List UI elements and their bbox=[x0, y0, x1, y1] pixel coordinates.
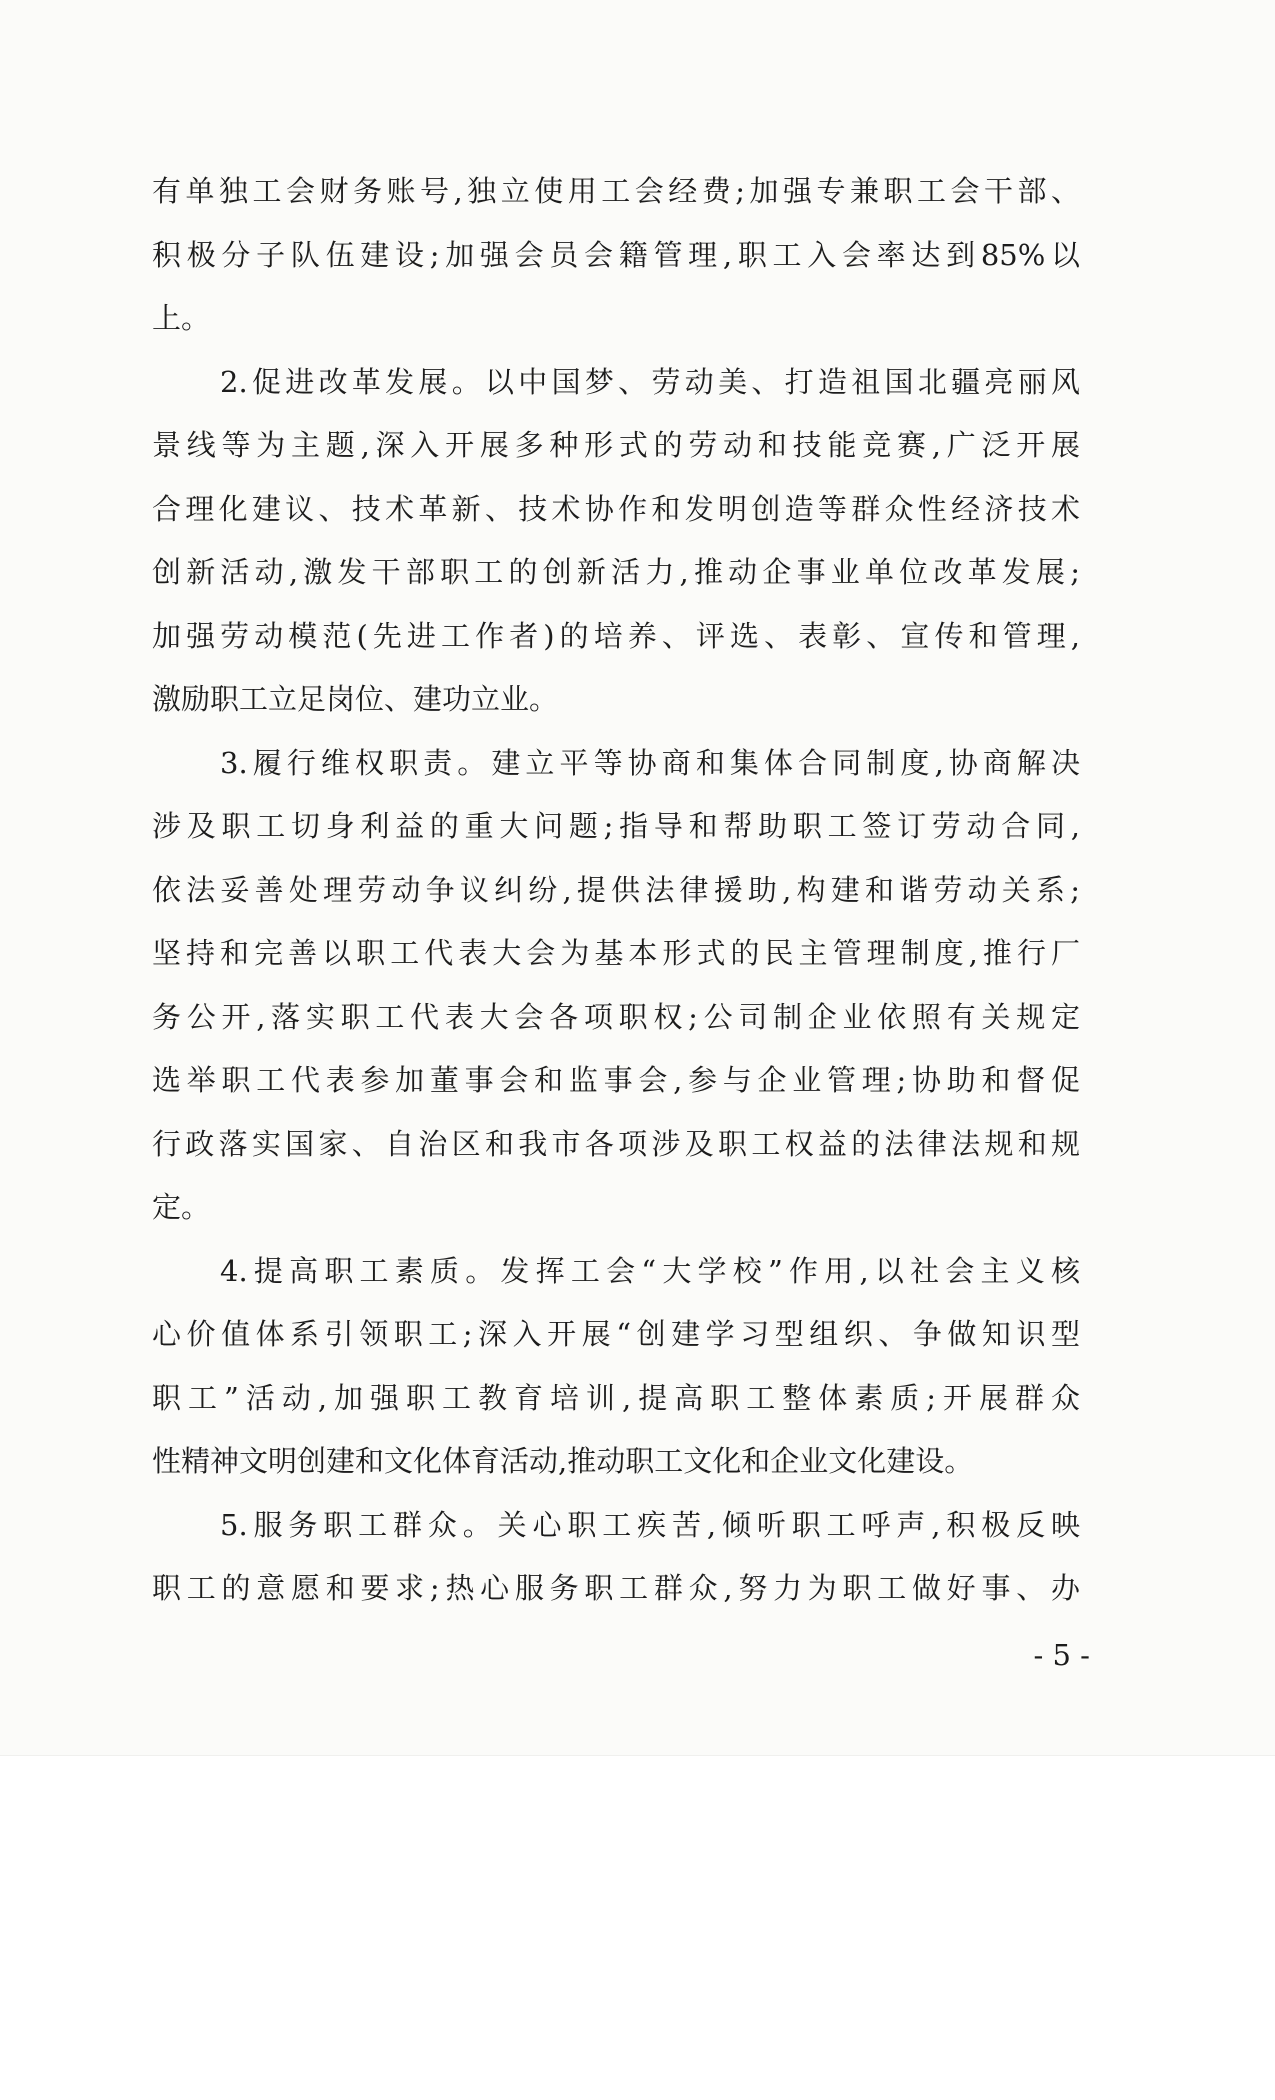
body-text bbox=[152, 160, 1080, 1621]
text-line: 性精神文明创建和文化体育活动,推动职工文化和企业文化建设。 bbox=[152, 1444, 974, 1478]
text-line: 坚持和完善以职工代表大会为基本形式的民主管理制度,推行厂 bbox=[152, 936, 1080, 970]
text-line: 务公开,落实职工代表大会各项职权;公司制企业依照有关规定 bbox=[152, 999, 1080, 1034]
paragraph-first-line: 2.促进改革发展。以中国梦、劳动美、打造祖国北疆亮丽风 bbox=[220, 364, 1080, 399]
text-line: 积极分子队伍建设;加强会员会籍管理,职工入会率达到85%以 bbox=[152, 237, 1080, 272]
text-line: 心价值体系引领职工;深入开展“创建学习型组织、争做知识型 bbox=[152, 1317, 1080, 1351]
paragraph-first-line: 4.提高职工素质。发挥工会“大学校”作用,以社会主义核 bbox=[220, 1253, 1080, 1288]
text-line: 选举职工代表参加董事会和监事会,参与企业管理;协助和督促 bbox=[152, 1063, 1080, 1097]
text-line: 有单独工会财务账号,独立使用工会经费;加强专兼职工会干部、 bbox=[152, 174, 1080, 208]
paragraph-first-line: 3.履行维权职责。建立平等协商和集体合同制度,协商解决 bbox=[220, 745, 1080, 780]
page-number: - 5 - bbox=[1033, 1638, 1090, 1672]
text-line: 激励职工立足岗位、建功立业。 bbox=[152, 682, 559, 716]
paragraph-first-line: 5.服务职工群众。关心职工疾苦,倾听职工呼声,积极反映 bbox=[220, 1507, 1080, 1542]
text-line: 景线等为主题,深入开展多种形式的劳动和技能竞赛,广泛开展 bbox=[152, 428, 1080, 462]
text-line: 上。 bbox=[152, 301, 211, 335]
text-line: 定。 bbox=[152, 1190, 211, 1224]
text-line: 创新活动,激发干部职工的创新活力,推动企事业单位改革发展; bbox=[152, 555, 1080, 589]
text-line: 涉及职工切身利益的重大问题;指导和帮助职工签订劳动合同, bbox=[152, 809, 1080, 843]
text-line: 加强劳动模范(先进工作者)的培养、评选、表彰、宣传和管理, bbox=[152, 618, 1080, 653]
text-line: 职工的意愿和要求;热心服务职工群众,努力为职工做好事、办 bbox=[152, 1571, 1080, 1605]
text-line: 依法妥善处理劳动争议纠纷,提供法律援助,构建和谐劳动关系; bbox=[152, 872, 1080, 907]
text-line: 合理化建议、技术革新、技术协作和发明创造等群众性经济技术 bbox=[152, 491, 1080, 526]
text-line: 职工”活动,加强职工教育培训,提高职工整体素质;开展群众 bbox=[152, 1380, 1080, 1415]
text-line: 行政落实国家、自治区和我市各项涉及职工权益的法律法规和规 bbox=[152, 1126, 1080, 1161]
